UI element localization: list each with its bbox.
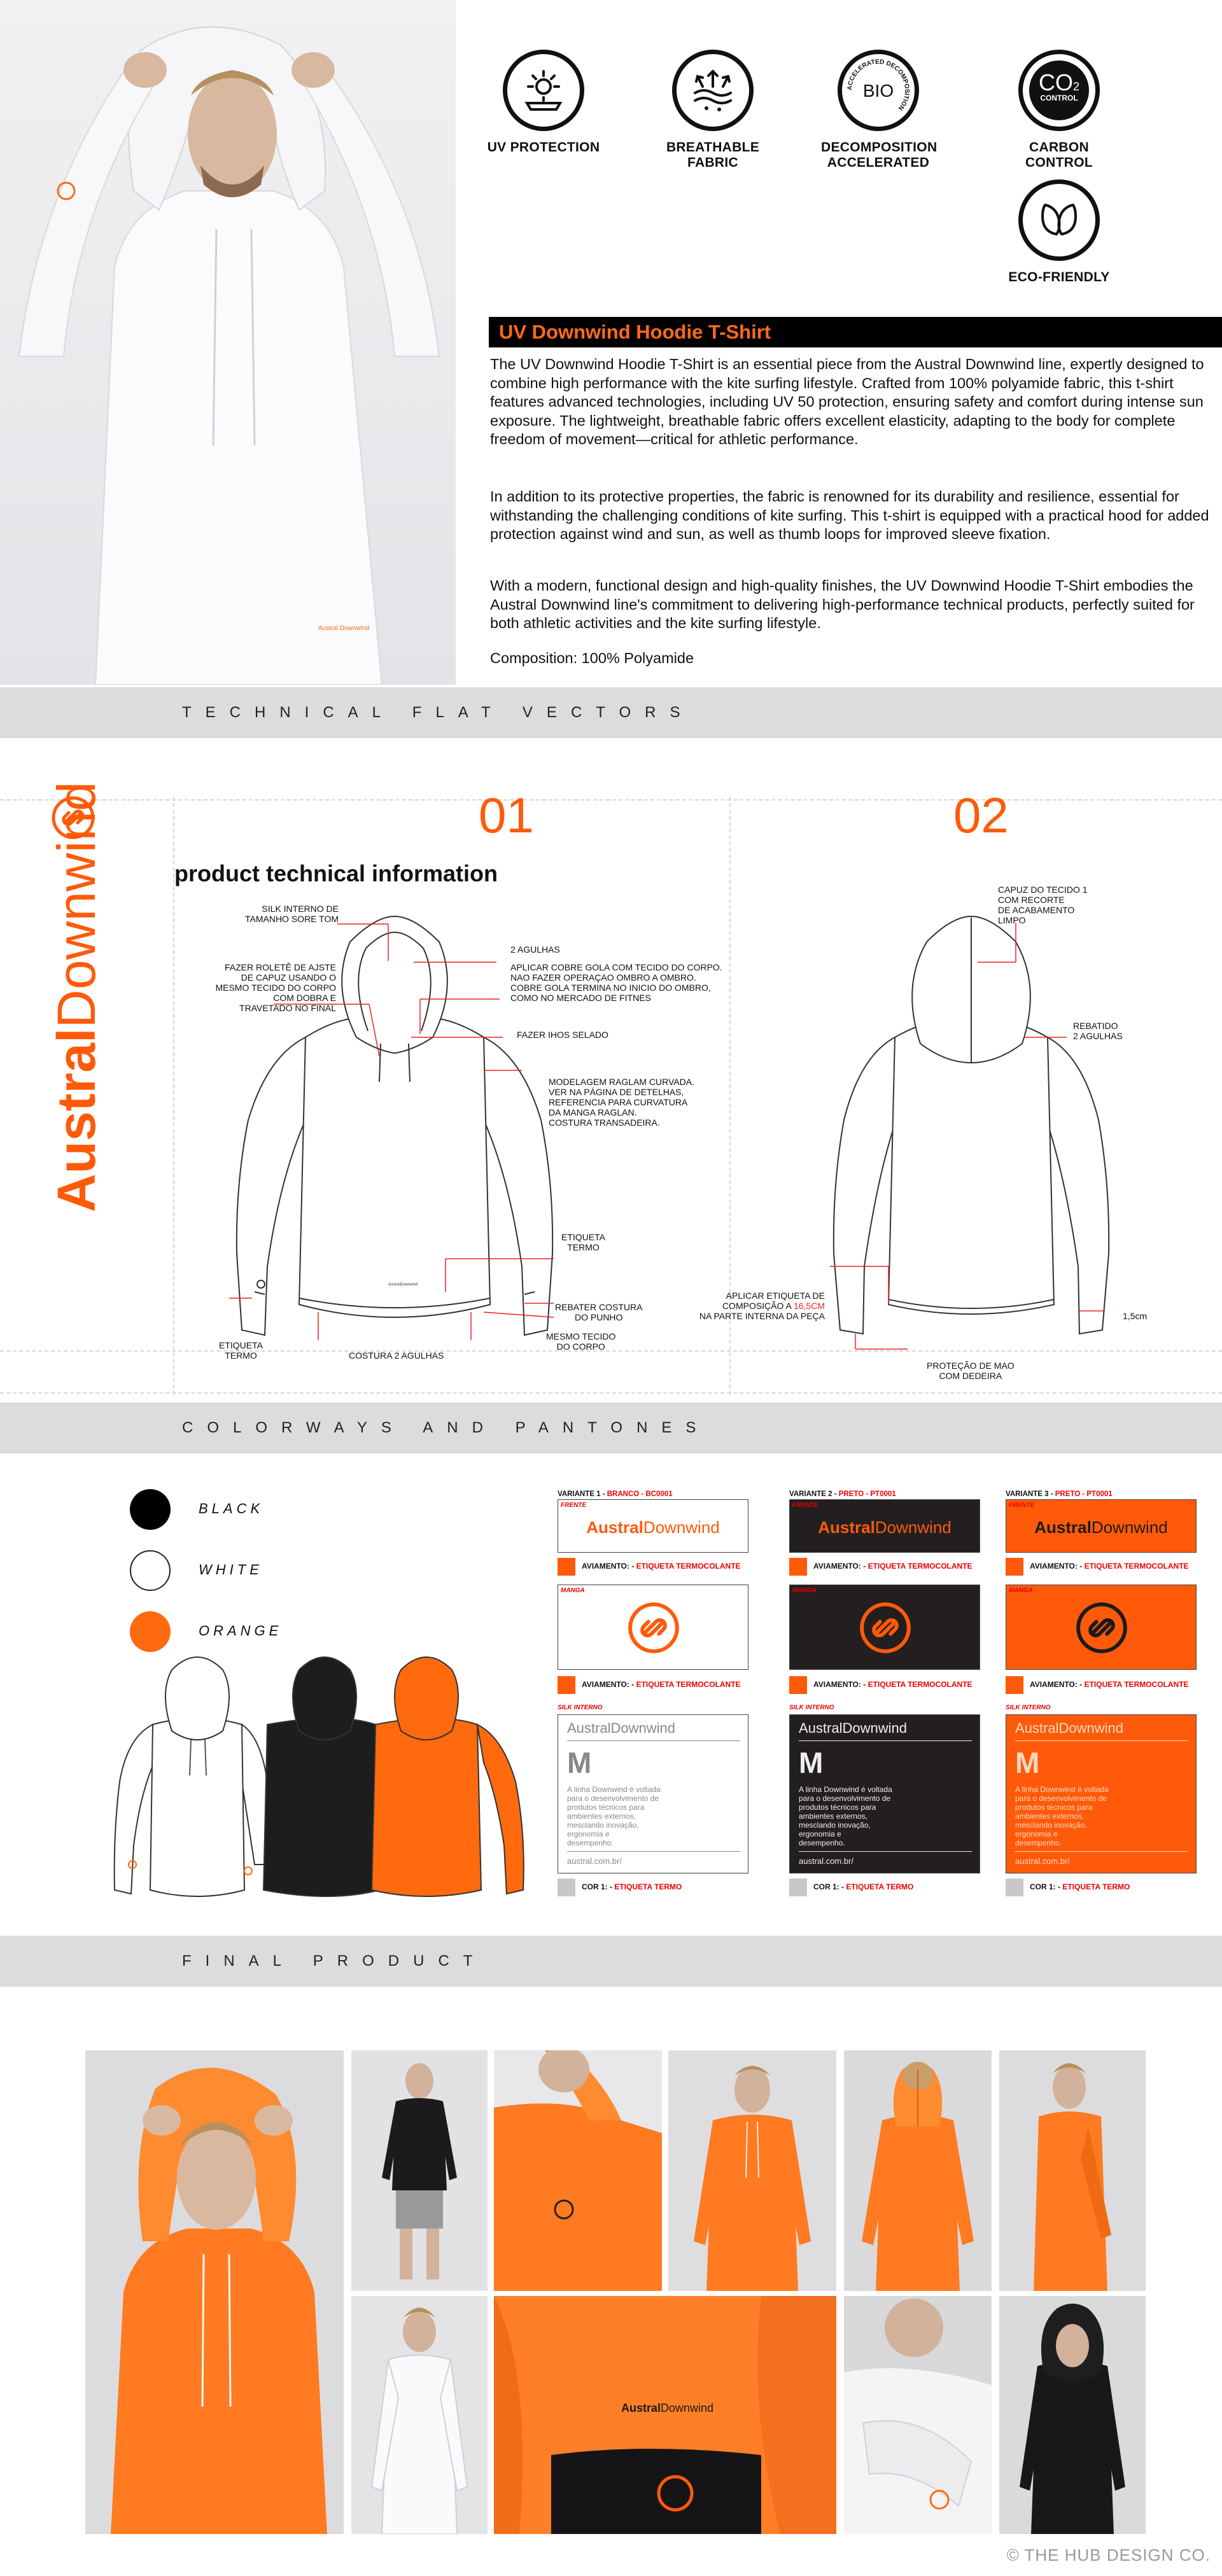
variant-card-part [874,1620,897,1635]
variant-card-part [1015,1740,1188,1741]
svg-text:Austral Downwind: Austral Downwind [318,625,370,632]
color-label-black: BLACK [199,1501,264,1516]
variant-card-part: MANGA [561,1587,585,1594]
cor-swatch [789,1879,807,1896]
product-description-1: The UV Downwind Hoodie T-Shirt is an essential piece from the Austral Downwind line, expertly designed to combine high performance with the kite surfing lifestyle. Crafted from 100% polyamide fabric, this t-shirt features advanced technologies, including UV 50 protection, ensuring safety and comfort during intense sun exposure. The lightweight, breathable fabric offers excellent elasticity, adapting to the body for complete freedom of movement—critical for athletic performance. [490,356,1204,447]
shirt-brand-print: AustralDownwind [621,2402,714,2414]
variant-card-part: PRETO - PT0001 [838,1490,896,1498]
color-swatch-white [130,1550,171,1591]
variant-card-part: M [799,1746,824,1779]
variant-card-part: AVIAMENTO: - [582,1562,636,1571]
product-composition: Composition: 100% Polyamide [490,650,694,666]
variant-card-part: produtos técnicos para [1015,1803,1093,1812]
co2-control-icon: CO2 CONTROL [1018,50,1100,131]
variant-card-part: Downwind [842,1720,907,1736]
variant-card-part: MANGA [792,1587,817,1594]
back-flat-drawing [825,910,1118,1368]
feature-label: ECO-FRIENDLY [1008,270,1110,284]
annotation-etiqueta-termo-right: ETIQUETA TERMO [561,1232,605,1252]
variant-card-part [642,1620,665,1635]
variant-card-part: Downwind [1091,1518,1168,1537]
variant-card-part: COR 1: - [582,1882,615,1891]
annotation-rolete-capuz: FAZER ROLETÊ DE AJSTE DE CAPUZ USANDO O MESMO TECIDO DO CORPO COM DOBRA E TRAVETADO NO FINAL [215,962,336,1013]
color-label-white: WHITE [199,1562,263,1578]
final-photo-orange-hood-closeup [85,2050,344,2534]
tag-logo-icon [626,1600,682,1656]
leaves-icon [1018,179,1100,261]
variant-card-part: AVIAMENTO: - [813,1680,868,1689]
tag-silk-interno [558,1714,748,1873]
variant-card-part: ETIQUETA TERMOCOLANTE [1084,1680,1189,1689]
variant-card-part [567,1720,675,1737]
tag-manga [789,1585,980,1670]
section-title: TECHNICAL FLAT VECTORS [182,704,694,721]
variant-card-part: PRETO - PT0001 [1055,1490,1113,1498]
variant-card-part: ETIQUETA TERMOCOLANTE [636,1680,741,1689]
final-photo-white-hoodie [351,2296,488,2534]
variant-heading [558,1490,673,1498]
variant-card-part: produtos técnicos para [799,1803,876,1812]
aviamento-swatch [789,1676,807,1694]
variant-card-part: mesclando inovação, [799,1821,871,1830]
variant-card-part: desempenho. [567,1838,614,1847]
variant-card-part: Downwind [643,1518,720,1537]
variant-card-part: ambientes externos, [567,1812,636,1821]
variant-card-part [567,1785,661,1847]
variant-card-part: ambientes externos, [799,1812,868,1821]
variant-card-part: ETIQUETA TERMOCOLANTE [636,1562,741,1571]
annotation-etiqueta-termo-left: ETIQUETA TERMO [219,1340,263,1361]
variant-card-part: A linha Downwind é voltada [799,1785,892,1794]
variant-card-part: desempenho. [799,1838,845,1847]
annotation-etiqueta-composicao: APLICAR ETIQUETA DE COMPOSIÇÃO A 16,5CM NA PARTE INTERNA DA PEÇA [699,1291,825,1321]
variant-card-part: ETIQUETA TERMO [1062,1882,1130,1891]
variant-card-part [567,1851,740,1852]
cor-label [813,1882,913,1891]
variant-card-part: VARIANTE 3 - [1006,1490,1055,1498]
tag-logo-icon [857,1600,913,1656]
variant-card-part: FRENTE [792,1502,818,1509]
variant-card-part: ambientes externos, [1015,1812,1085,1821]
variant-card-part [1015,1720,1123,1737]
variant-card-part: Austral [1034,1518,1092,1537]
variant-card-part [1015,1851,1188,1852]
variant-card-part: desempenho. [1015,1838,1062,1847]
feature-label: CARBON CONTROL [1025,140,1093,170]
uv-protection-icon [503,50,584,131]
final-photo-black-hoodie-full [351,2050,488,2291]
tag-silk-label: SILK INTERNO [789,1704,834,1711]
variant-card-part: Austral [818,1518,875,1537]
aviamento-label [1030,1562,1189,1571]
cor-label [1030,1882,1130,1891]
tag-silk-label: SILK INTERNO [1006,1704,1051,1711]
aviamento-swatch [558,1558,575,1576]
variant-card-part [799,1720,907,1737]
variant-card-part: FRENTE [1009,1502,1034,1509]
aviamento-label [813,1562,973,1571]
feature-breathable-fabric [656,50,770,171]
variant-card-part: ergonomia e [1015,1830,1058,1838]
variant-card-part [799,1851,972,1852]
feature-uv-protection [486,50,601,155]
variant-card-part: MANGA [1009,1587,1033,1594]
colorway-hoodies-illustration [108,1655,535,1922]
section-band-final [0,1936,1222,1987]
variant-card-part: Downwind [874,1518,952,1537]
color-label-orange: ORANGE [199,1623,283,1639]
tag-frente [1006,1499,1197,1553]
variant-card-part: produtos técnicos para [567,1803,645,1812]
section-title: FINAL PRODUCT [182,1952,487,1970]
variant-heading [789,1490,896,1498]
feature-eco-friendly [1002,179,1116,285]
variant-card-part: ETIQUETA TERMOCOLANTE [1084,1562,1189,1571]
variant-card-part: ETIQUETA TERMOCOLANTE [867,1562,973,1571]
variant-card-part: austral.com.br/ [567,1856,622,1866]
annotation-ihos-selado: FAZER IHOS SELADO [517,1030,608,1040]
variant-card-part: FRENTE [561,1502,586,1509]
tech-heading: product technical information [174,860,498,886]
aviamento-swatch [789,1558,807,1576]
final-photo-orange-sleeve-detail [494,2050,662,2291]
hero-product-photo [0,0,456,685]
feature-decomposition-accelerated [821,50,936,171]
variant-card-part: AVIAMENTO: - [1030,1562,1085,1571]
variant-card-part: A linha Downwind é voltada [1015,1785,1109,1794]
annotation-rebatido: REBATIDO 2 AGULHAS [1073,1021,1123,1041]
annotation-raglam: MODELAGEM RAGLAM CURVADA. VER NA PÁGINA DE DETELHAS, REFERENCIA PARA CURVATURA DA MANGA RAGLAN. COSTURA TRANSADEIRA. [549,1077,694,1128]
variant-card-part: Downwind [1058,1720,1123,1736]
variant-card-part: COR 1: - [813,1882,846,1891]
tag-brand-wordmark [1006,1518,1196,1537]
tag-logo-icon [1074,1600,1130,1656]
final-photo-orange-back [844,2050,992,2291]
guide-line [0,1392,1222,1394]
bio-badge: BIO [862,81,894,101]
guide-line [0,799,1222,801]
variant-card-part: ETIQUETA TERMO [846,1882,914,1891]
ring-text: ACCELERATED DECOMPOSITION [846,58,911,112]
variant-card-part [1078,1604,1125,1651]
variant-card-part [799,1740,972,1741]
final-photo-black-hood [999,2296,1146,2534]
aviamento-swatch [558,1676,575,1694]
tag-frente [558,1499,748,1553]
variant-card-part: austral.com.br/ [1015,1856,1070,1866]
variant-card-part [630,1604,677,1651]
variant-card-part: mesclando inovação, [567,1821,639,1830]
variant-card-part: para o desenvolvimento de [567,1794,659,1803]
variant-card-part: M [1015,1746,1040,1779]
variant-card-part: ergonomia e [799,1830,841,1838]
variant-card-part: Austral [586,1518,643,1537]
color-swatch-orange [130,1611,171,1652]
annotation-capuz: CAPUZ DO TECIDO 1 COM RECORTE DE ACABAMENTO LIMPO [998,885,1088,925]
tag-silk-interno [789,1714,980,1873]
annotation-silk-interno: SILK INTERNO DE TAMANHO SORE TOM [244,904,339,924]
variant-card-part: para o desenvolvimento de [1015,1794,1107,1803]
variant-card-part: A linha Downwind é voltada [567,1785,661,1794]
variant-card-part: austral.com.br/ [799,1856,853,1866]
variant-card-part: COR 1: - [1030,1882,1063,1891]
bio-decomposition-icon [838,50,919,131]
variant-card-part: VARIANTE 2 - [789,1490,839,1498]
annotation-rebater-costura: REBATER COSTURA DO PUNHO [555,1302,643,1322]
annotation-measure: 1,5cm [1123,1311,1148,1321]
annotation-protecao-mao: PROTEÇÃO DE MAO COM DEDEIRA [927,1361,1015,1381]
product-description-2: In addition to its protective properties, the fabric is renowned for its durability and resilience, essential for withstanding the challenging conditions of kite surfing. This t-shirt is equipped with a practical hood for added protection against wind and sun, as well as thumb loops for improved sleeve fixation. [490,488,1209,542]
brand-wordmark-vertical: AustralDownwind [46,781,106,1212]
product-title: UV Downwind Hoodie T-Shirt [489,317,1222,347]
feature-label: DECOMPOSITION ACCELERATED [821,140,938,170]
aviamento-swatch [1006,1676,1023,1694]
annotation-mesmo-tecido: MESMO TECIDO DO CORPO [546,1331,616,1352]
variant-card-part: Austral [567,1720,611,1736]
tag-manga [1006,1585,1197,1670]
annotation-costura-2-agulhas: COSTURA 2 AGULHAS [349,1350,444,1361]
variant-card-part [799,1785,892,1847]
product-description-3: With a modern, functional design and high-quality finishes, the UV Downwind Hoodie T-Shirt embodies the Austral Downwind line's commitment to delivering high-performance technical products, perfectly suited for both athletic activities and the kite surfing lifestyle. [490,577,1195,631]
tag-frente [789,1499,980,1553]
color-swatch-black [130,1489,171,1530]
variant-card-part: para o desenvolvimento de [799,1794,891,1803]
cor-swatch [558,1879,575,1896]
section-band-technical [0,687,1222,738]
section-band-colorways [0,1403,1222,1453]
variant-card-part: M [567,1746,592,1779]
final-photo-orange-front [668,2050,836,2291]
variant-card-part: AVIAMENTO: - [813,1562,868,1571]
variant-card-part: BRANCO - BC0001 [607,1490,673,1498]
aviamento-label [1030,1680,1189,1689]
variant-card-part [567,1740,740,1741]
aviamento-label [813,1680,973,1689]
designer-credit: © THE HUB DESIGN CO. [1006,2545,1211,2565]
svg-text:AustralDownwind: AustralDownwind [388,1283,418,1287]
breathable-fabric-icon [672,50,754,131]
flat-number-front: 01 [479,787,534,843]
aviamento-swatch [1006,1558,1023,1576]
tag-manga [558,1585,748,1670]
variant-card-part: Austral [1015,1720,1059,1736]
tag-silk-interno [1006,1714,1197,1873]
cor-label [582,1882,682,1891]
feature-label: BREATHABLE FABRIC [666,140,760,170]
variant-card-part: ergonomia e [567,1830,610,1838]
variant-heading [1006,1490,1113,1498]
tag-brand-wordmark [790,1518,980,1537]
variant-card-part [1090,1620,1113,1635]
variant-card-part: AVIAMENTO: - [582,1680,636,1689]
variant-card-part: AVIAMENTO: - [1030,1680,1085,1689]
annotation-2-agulhas: 2 AGULHAS [510,944,560,955]
variant-card-part: VARIANTE 1 - [558,1490,607,1498]
aviamento-label [582,1562,741,1571]
cor-swatch [1006,1879,1023,1896]
annotation-cobre-gola: APLICAR COBRE GOLA COM TECIDO DO CORPO. NAO FAZER OPERAÇAO OMBRO A OMBRO. COBRE GOLA TERMINA NO INICIO DO OMBRO, COMO NO MERCADO DE FITNES [510,962,722,1003]
flat-number-back: 02 [953,787,1009,843]
final-photo-orange-side [999,2050,1146,2291]
final-photo-white-thumb-loop [844,2296,992,2534]
variant-card-part: mesclando inovação, [1015,1821,1087,1830]
variant-card-part: ETIQUETA TERMOCOLANTE [867,1680,973,1689]
variant-card-part: Downwind [610,1720,675,1736]
tag-brand-wordmark [558,1518,748,1537]
variant-card-part: ETIQUETA TERMO [614,1882,682,1891]
feature-label: UV PROTECTION [487,140,600,155]
variant-card-part [862,1604,909,1651]
variant-card-part: Austral [799,1720,843,1736]
feature-carbon-control [1002,50,1116,171]
variant-card-part [1015,1785,1109,1847]
section-title: COLORWAYS AND PANTONES [182,1419,710,1436]
aviamento-label [582,1680,741,1689]
tag-silk-label: SILK INTERNO [558,1704,603,1711]
final-photo-orange-logo-detail [494,2296,836,2534]
